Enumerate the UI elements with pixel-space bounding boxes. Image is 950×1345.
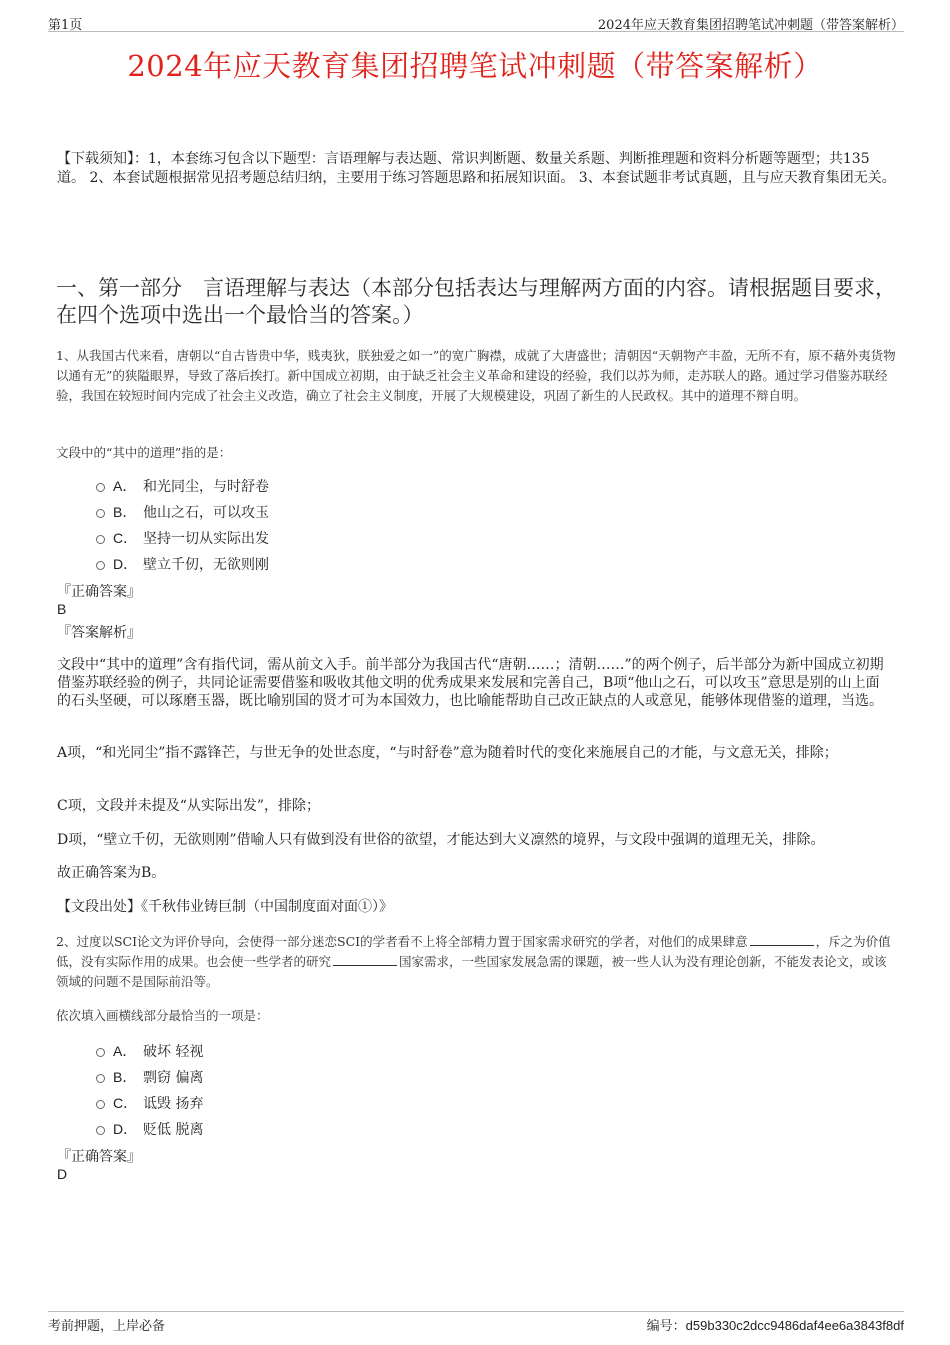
analysis-label: 『答案解析』: [57, 625, 141, 641]
analysis-conclusion: 故正确答案为B。: [57, 865, 166, 881]
radio-icon[interactable]: [96, 561, 105, 570]
option-text: 破坏 轻视: [143, 1044, 204, 1060]
fill-blank-2: [333, 954, 397, 966]
option-text: 剽窃 偏离: [143, 1070, 204, 1086]
analysis-paragraph: A项，“和光同尘”指不露锋芒，与世无争的处世态度，“与时舒卷”意为随着时代的变化来施展自己的才能，与文意无关，排除；: [57, 745, 838, 761]
question-1-options: [96, 473, 496, 577]
option-b[interactable]: B． 剽窃 偏离: [96, 1064, 496, 1090]
radio-icon[interactable]: [96, 509, 105, 518]
option-d[interactable]: D． 贬低 脱离: [96, 1116, 496, 1142]
radio-icon[interactable]: [96, 483, 105, 492]
option-text: 壁立千仞，无欲则刚: [143, 557, 269, 573]
radio-icon[interactable]: [96, 1074, 105, 1083]
option-a[interactable]: A． 破坏 轻视: [96, 1038, 496, 1064]
source-citation: 【文段出处】《千秋伟业铸巨制（中国制度面对面①）》: [57, 899, 393, 915]
option-c[interactable]: C． 诋毁 扬弃: [96, 1090, 496, 1116]
page-number: 第1页: [48, 18, 83, 33]
option-text: 诋毁 扬弃: [143, 1096, 204, 1112]
radio-icon[interactable]: [96, 1100, 105, 1109]
analysis-paragraph: 文段中“其中的道理”含有指代词，需从前文入手。前半部分为我国古代“唐朝……；清朝……”的两个例子，后半部分为新中国成立初期借鉴苏联经验的例子，共同论证需要借鉴和吸收其他文明的优秀成果来发展和完善自己，B项“他山之石，可以攻玉”意思是别的山上面的石头坚硬，可以琢磨玉器，既比喻别国的贤才可为本国效力，也比喻能帮助自己改正缺点的人或意见，能够体现借鉴的道理，当选。: [57, 657, 884, 709]
radio-icon[interactable]: [96, 1048, 105, 1057]
option-text: 坚持一切从实际出发: [143, 531, 269, 547]
page-title: 2024年应天教育集团招聘笔试冲刺题（带答案解析）: [127, 49, 823, 83]
footer-code: 编号：d59b330c2dcc9486daf4ee6a3843f8df: [646, 1318, 904, 1334]
option-d[interactable]: D． 壁立千仞，无欲则刚: [96, 551, 496, 577]
question-2-prompt: 依次填入画横线部分最恰当的一项是：: [56, 1008, 269, 1023]
radio-icon[interactable]: [96, 535, 105, 544]
analysis-paragraph: D项，“壁立千仞，无欲则刚”借喻人只有做到没有世俗的欲望，才能达到大义凛然的境界，与文段中强调的道理无关，排除。: [57, 832, 825, 848]
option-text: 和光同尘，与时舒卷: [143, 479, 269, 495]
section-title: 一、第一部分 言语理解与表达（本部分包括表达与理解两方面的内容。请根据题目要求，在四个选项中选出一个最恰当的答案。）: [56, 276, 896, 327]
fill-blank-1: [750, 934, 814, 946]
analysis-paragraph: C项，文段并未提及“从实际出发”，排除；: [57, 798, 321, 814]
answer-label: 『正确答案』: [57, 1149, 141, 1165]
option-b[interactable]: B． 他山之石，可以攻玉: [96, 499, 496, 525]
question-2-options: [96, 1038, 496, 1142]
answer-label: 『正确答案』: [57, 584, 141, 600]
answer-value: D: [57, 1166, 68, 1182]
option-c[interactable]: C． 坚持一切从实际出发: [96, 525, 496, 551]
option-a[interactable]: A． 和光同尘，与时舒卷: [96, 473, 496, 499]
page-header: [48, 14, 904, 32]
radio-icon[interactable]: [96, 1126, 105, 1135]
footer-slogan: 考前押题，上岸必备: [48, 1319, 166, 1334]
answer-value: B: [57, 601, 67, 617]
header-doc-title: 2024年应天教育集团招聘笔试冲刺题（带答案解析）: [597, 18, 904, 33]
question-2-text: 2、过度以SCI论文为评价导向，会使得一部分迷恋SCI的学者看不上将全部精力置于国家需求研究的学者，对他们的成果肆意 ，斥之为价值低，没有实际作用的成果。也会使一些学者的研究 国家需求，一些国家发展急需的课题，被一些人认为没有理论创新，不能发表论文，或该领域的问题不是国际前沿等。: [56, 934, 891, 989]
page-footer: [48, 1311, 904, 1334]
download-notice: 【下载须知】：1，本套练习包含以下题型：言语理解与表达题、常识判断题、数量关系题、判断推理题和资料分析题等题型；共135道。 2、本套试题根据常见招考题总结归纳，主要用于练习答题思路和拓展知识面。 3、本套试题非考试真题，且与应天教育集团无关。: [57, 151, 896, 186]
question-1-text: 1、从我国古代来看，唐朝以“自古皆贵中华，贱夷狄，朕独爱之如一”的宽广胸襟，成就了大唐盛世；清朝因“天朝物产丰盈，无所不有，原不藉外夷货物以通有无”的狭隘眼界，导致了落后挨打。新中国成立初期，由于缺乏社会主义革命和建设的经验，我们以苏为师，走苏联人的路。通过学习借鉴苏联经验，我国在较短时间内完成了社会主义改造，确立了社会主义制度，开展了大规模建设，巩固了新生的人民政权。其中的道理不辩自明。: [56, 348, 896, 403]
option-text: 他山之石，可以攻玉: [143, 505, 269, 521]
question-1-prompt: 文段中的“其中的道理”指的是：: [56, 445, 232, 460]
option-text: 贬低 脱离: [143, 1122, 204, 1138]
